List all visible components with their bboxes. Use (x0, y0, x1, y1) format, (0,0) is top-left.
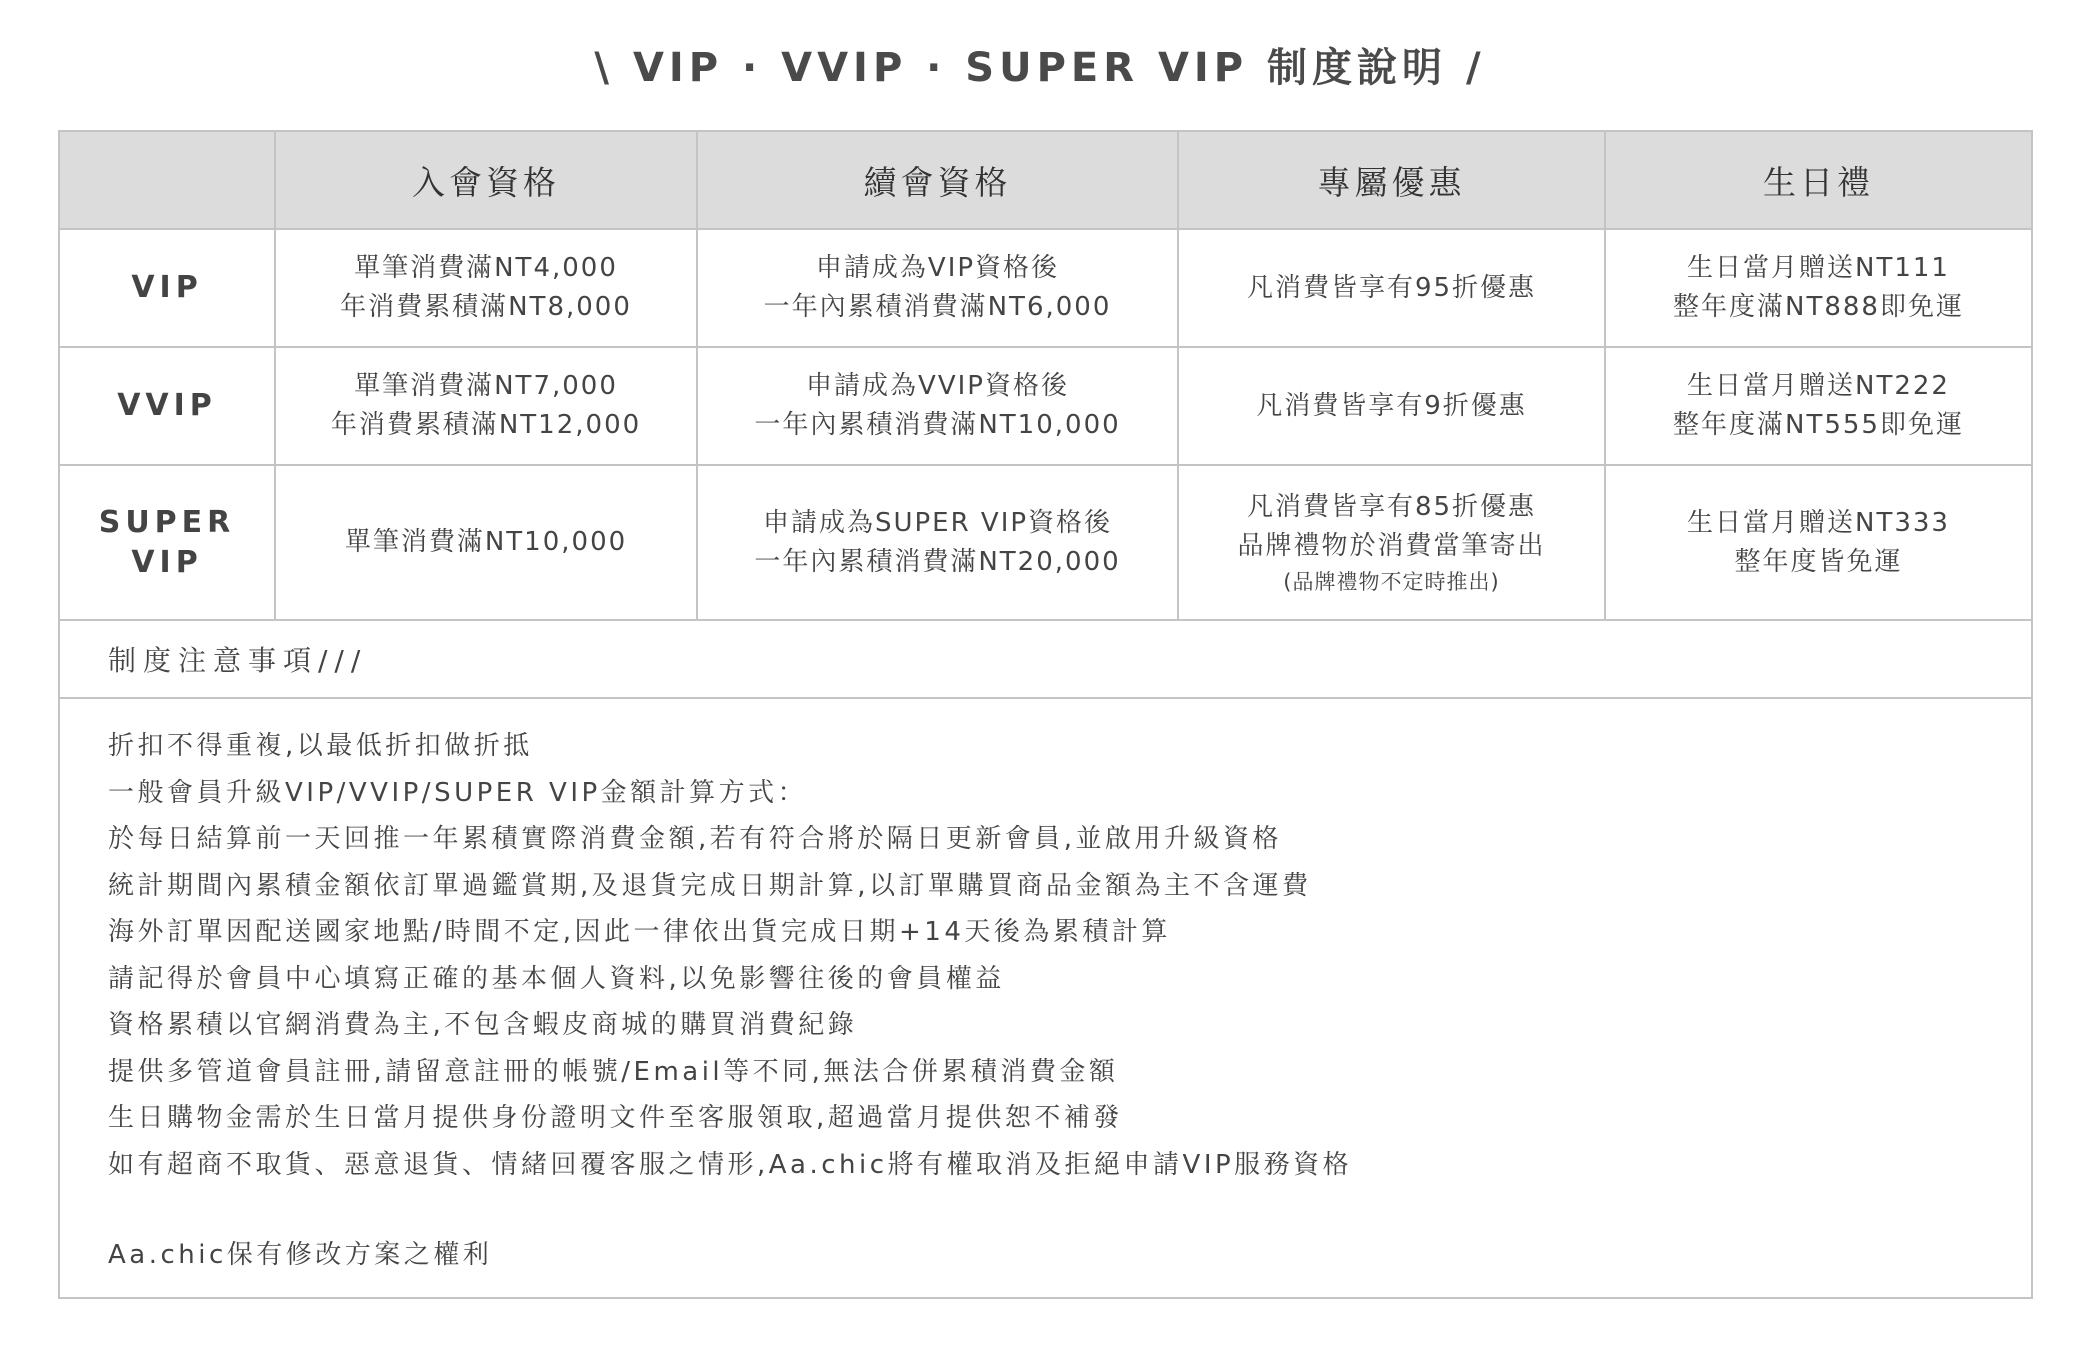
join-requirement-super-vip: 單筆消費滿NT10,000 (275, 465, 697, 620)
list-item: 如有超商不取貨、惡意退貨、情緒回覆客服之情形,Aa.chic將有權取消及拒絕申請VIP服務資格 (108, 1149, 1353, 1180)
list-item: 提供多管道會員註冊,請留意註冊的帳號/Email等不同,無法合併累積消費金額 (108, 1056, 1119, 1087)
table-row-super-vip (59, 465, 2032, 620)
notes-body-row (59, 698, 2032, 1298)
list-item: 一般會員升級VIP/VVIP/SUPER VIP金額計算方式： (108, 777, 808, 808)
notes-title: 制度注意事項/// (59, 620, 2032, 698)
rights-reserved-note: Aa.chic保有修改方案之權利 (108, 1240, 493, 1270)
header-exclusive-discount: 專屬優惠 (1178, 131, 1605, 229)
header-corner (59, 131, 275, 229)
exclusive-discount-super-vip: 凡消費皆享有85折優惠 品牌禮物於消費當筆寄出 (品牌禮物不定時推出) (1178, 465, 1605, 620)
tier-name-vip: VIP (59, 229, 275, 347)
header-renewal-requirement: 續會資格 (697, 131, 1178, 229)
header-birthday-gift: 生日禮 (1605, 131, 2032, 229)
tier-name-vvip: VVIP (59, 347, 275, 465)
brand-gift-note: (品牌禮物不定時推出) (1283, 569, 1500, 594)
birthday-gift-vip: 生日當月贈送NT111 整年度滿NT888即免運 (1605, 229, 2032, 347)
table-row-vvip (59, 347, 2032, 465)
list-item: 請記得於會員中心填寫正確的基本個人資料,以免影響往後的會員權益 (108, 963, 1005, 994)
notes-title-row (59, 620, 2032, 698)
header-join-requirement: 入會資格 (275, 131, 697, 229)
list-item: 於每日結算前一天回推一年累積實際消費金額,若有符合將於隔日更新會員,並啟用升級資格 (108, 824, 1283, 854)
list-item: 海外訂單因配送國家地點/時間不定,因此一律依出貨完成日期+14天後為累積計算 (108, 917, 1171, 947)
join-requirement-vip: 單筆消費滿NT4,000 年消費累積滿NT8,000 (275, 229, 697, 347)
renewal-requirement-vvip: 申請成為VVIP資格後 一年內累積消費滿NT10,000 (697, 347, 1178, 465)
list-item: 資格累積以官網消費為主,不包含蝦皮商城的購買消費紀錄 (108, 1010, 858, 1040)
tier-name-super-vip: SUPER VIP (59, 465, 275, 620)
table-header-row (59, 131, 2032, 229)
list-item: 生日購物金需於生日當月提供身份證明文件至客服領取,超過當月提供恕不補發 (108, 1103, 1123, 1133)
join-requirement-vvip: 單筆消費滿NT7,000 年消費累積滿NT12,000 (275, 347, 697, 465)
list-item: 統計期間內累積金額依訂單過鑑賞期,及退貨完成日期計算,以訂單購買商品金額為主不含運費 (108, 870, 1312, 901)
table-row-vip (59, 229, 2032, 347)
list-item: 折扣不得重複,以最低折扣做折抵 (108, 731, 533, 761)
birthday-gift-super-vip: 生日當月贈送NT333 整年度皆免運 (1605, 465, 2032, 620)
renewal-requirement-vip: 申請成為VIP資格後 一年內累積消費滿NT6,000 (697, 229, 1178, 347)
birthday-gift-vvip: 生日當月贈送NT222 整年度滿NT555即免運 (1605, 347, 2032, 465)
notes-list (108, 723, 1983, 1188)
renewal-requirement-super-vip: 申請成為SUPER VIP資格後 一年內累積消費滿NT20,000 (697, 465, 1178, 620)
membership-table (58, 130, 2033, 1299)
exclusive-discount-vip: 凡消費皆享有95折優惠 (1178, 229, 1605, 347)
page-title: \ VIP · VVIP · SUPER VIP 制度說明 / (594, 45, 1486, 91)
exclusive-discount-vvip: 凡消費皆享有9折優惠 (1178, 347, 1605, 465)
notes-body (59, 698, 2032, 1298)
